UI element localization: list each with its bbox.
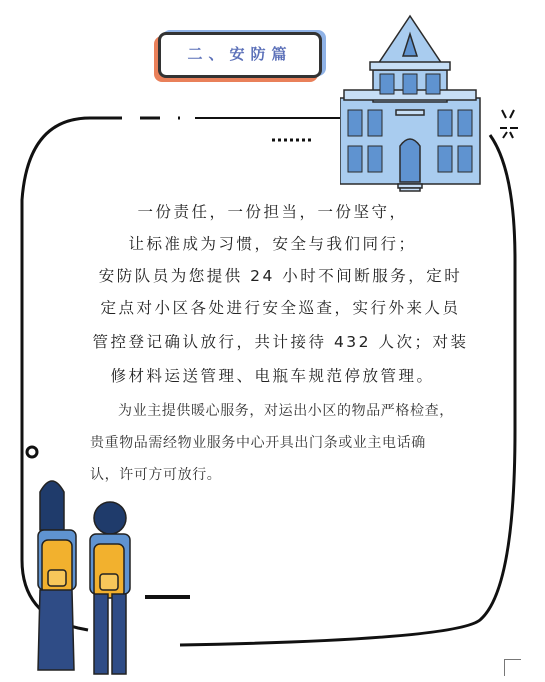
paragraph-line: 为业主提供暖心服务，对运出小区的物品严格检查， — [118, 403, 454, 419]
section-title-badge — [158, 32, 322, 78]
paragraph-line: 贵重物品需经物业服务中心开具出门条或业主电话确 — [90, 435, 426, 451]
paragraph-line: 管控登记确认放行，共计接待 432 人次；对装 — [92, 333, 469, 351]
paragraph-line: 安防队员为您提供 24 小时不间断服务，定时 — [98, 267, 463, 285]
paragraph-line: 修材料运送管理、电瓶车规范停放管理。 — [110, 367, 435, 385]
section-title: 二、安防篇 — [187, 45, 293, 63]
paragraph-line: 让标准成为习惯，安全与我们同行； — [128, 235, 417, 253]
school-building-icon — [340, 14, 490, 192]
paragraph-line: 认，许可方可放行。 — [90, 467, 222, 483]
students-illustration-icon — [28, 470, 140, 682]
paragraph-line: 一份责任，一份担当，一份坚守， — [137, 203, 408, 221]
page-corner-mark — [504, 659, 521, 676]
paragraph-line: 定点对小区各处进行安全巡查，实行外来人员 — [100, 299, 461, 317]
